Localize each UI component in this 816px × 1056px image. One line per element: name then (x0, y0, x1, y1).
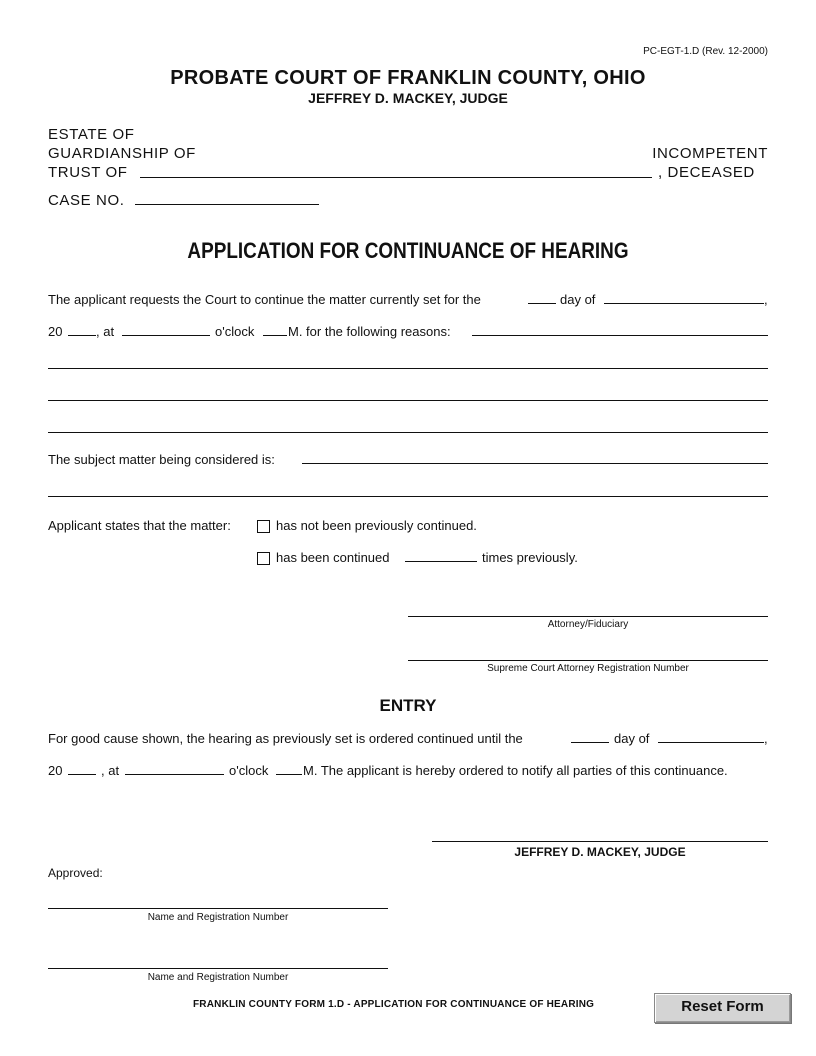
incompetent-label: INCOMPETENT (652, 145, 768, 162)
registration-number-caption: Supreme Court Attorney Registration Number (487, 663, 689, 674)
hearing-year-field[interactable] (68, 335, 96, 336)
court-name: PROBATE COURT OF FRANKLIN COUNTY, OHIO (170, 67, 646, 89)
form-id: PC-EGT-1.D (Rev. 12-2000) (643, 46, 768, 57)
subject-matter-field-1[interactable] (302, 463, 768, 464)
entry-line1: For good cause shown, the hearing as previously set is ordered continued until the (48, 731, 523, 746)
reasons-field-1[interactable] (472, 335, 768, 336)
entry-notify-text: M. The applicant is hereby ordered to notify all parties of this continuance. (303, 763, 728, 778)
hearing-am-pm-field[interactable] (263, 335, 287, 336)
entry-day-of-label: day of (614, 731, 650, 746)
judge-name: JEFFREY D. MACKEY, JUDGE (308, 90, 508, 106)
reset-form-button[interactable]: Reset Form (654, 993, 791, 1023)
year-prefix: 20 (48, 324, 63, 339)
guardianship-of-label: GUARDIANSHIP OF (48, 145, 196, 162)
been-continued-checkbox[interactable] (257, 552, 270, 565)
reasons-field-3[interactable] (48, 400, 768, 401)
hearing-month-field[interactable] (604, 303, 764, 304)
case-no-label: CASE NO. (48, 192, 125, 209)
day-of-label: day of (560, 292, 596, 307)
entry-year-prefix: 20 (48, 763, 63, 778)
approval-caption-2: Name and Registration Number (147, 972, 289, 983)
times-continued-field[interactable] (405, 561, 477, 562)
deceased-label: , DECEASED (658, 164, 755, 181)
not-continued-label: has not been previously continued. (276, 518, 477, 533)
subject-matter-field-2[interactable] (48, 496, 768, 497)
entry-year-field[interactable] (68, 774, 96, 775)
application-line1: The applicant requests the Court to continue the matter currently set for the (48, 292, 481, 307)
been-continued-label: has been continued (276, 550, 390, 565)
entry-month-field[interactable] (658, 742, 764, 743)
entry-time-field[interactable] (125, 774, 224, 775)
case-no-field[interactable] (135, 204, 319, 205)
estate-of-label: ESTATE OF (48, 126, 135, 143)
judge-signature-field[interactable] (432, 841, 768, 842)
hearing-time-field[interactable] (122, 335, 210, 336)
estate-name-field[interactable] (140, 177, 652, 178)
not-continued-checkbox[interactable] (257, 520, 270, 533)
entry-heading: ENTRY (379, 696, 437, 715)
approval-name-field-1[interactable] (48, 908, 388, 909)
hearing-day-field[interactable] (528, 303, 556, 304)
at-label: , at (96, 324, 115, 339)
footer-form-title: FRANKLIN COUNTY FORM 1.D - APPLICATION FOR CONTINUANCE OF HEARING (193, 999, 595, 1010)
approval-name-field-2[interactable] (48, 968, 388, 969)
reasons-label: M. for the following reasons: (288, 324, 451, 339)
judge-signature-caption: JEFFREY D. MACKEY, JUDGE (514, 845, 686, 859)
comma: , (764, 292, 768, 307)
attorney-signature-field[interactable] (408, 616, 768, 617)
registration-number-field[interactable] (408, 660, 768, 661)
oclock-label: o'clock (215, 324, 255, 339)
approval-caption-1: Name and Registration Number (147, 912, 289, 923)
trust-of-label: TRUST OF (48, 164, 128, 181)
entry-oclock-label: o'clock (229, 763, 269, 778)
page-title: APPLICATION FOR CONTINUANCE OF HEARING (187, 238, 629, 263)
approved-label: Approved: (48, 866, 103, 880)
times-previously-label: times previously. (482, 550, 578, 565)
attorney-fiduciary-caption: Attorney/Fiduciary (547, 619, 629, 630)
reasons-field-4[interactable] (48, 432, 768, 433)
entry-day-field[interactable] (571, 742, 609, 743)
subject-matter-label: The subject matter being considered is: (48, 452, 275, 467)
applicant-states-label: Applicant states that the matter: (48, 518, 231, 533)
entry-at-label: , at (101, 763, 120, 778)
entry-comma: , (764, 731, 768, 746)
reasons-field-2[interactable] (48, 368, 768, 369)
entry-am-pm-field[interactable] (276, 774, 302, 775)
